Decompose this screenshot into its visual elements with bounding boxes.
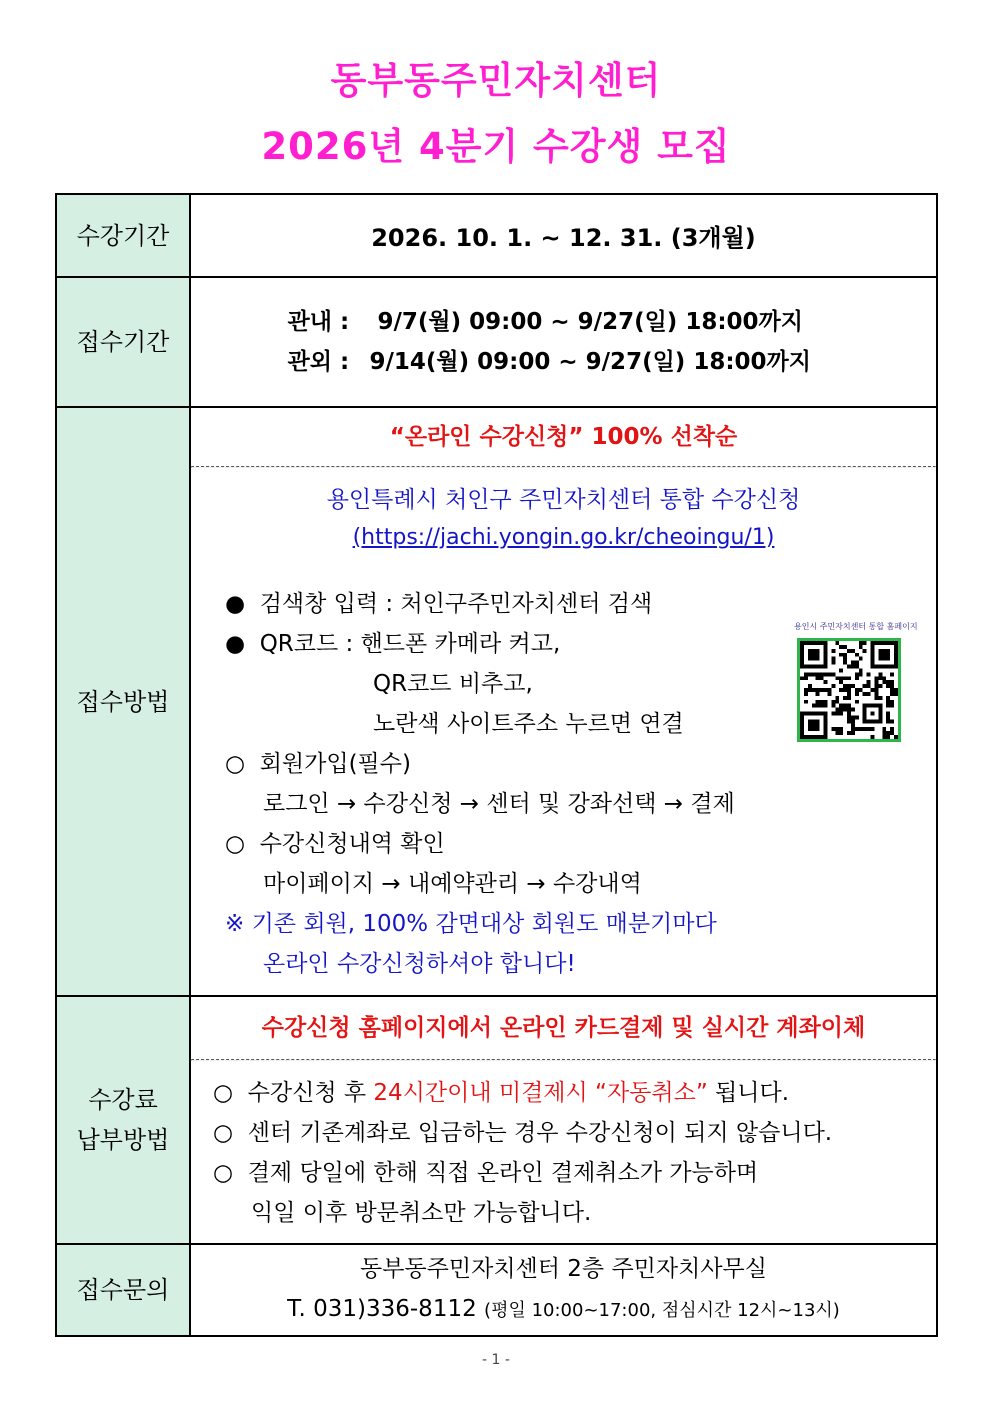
site-title: 용인특례시 처인구 주민자치센터 통합 수강신청 [326, 487, 801, 513]
registration-inside [191, 302, 936, 342]
document-title-line2: 2026년 4분기 수강생 모집 [261, 125, 731, 168]
qr-code-image [800, 641, 898, 739]
contact-content [190, 1244, 937, 1336]
row-period [56, 194, 937, 277]
circle-signup: ○ 회원가입(필수) [225, 751, 411, 777]
label-contact: 접수문의 [56, 1244, 190, 1336]
qr-code-frame[interactable] [797, 638, 901, 742]
label-method: 접수방법 [56, 407, 190, 996]
divider [191, 466, 936, 468]
payment-item1 [213, 1073, 936, 1113]
circle-history-steps: 마이페이지 → 내예약관리 → 수강내역 [263, 871, 642, 897]
payment-item1-post: 됩니다. [707, 1080, 790, 1106]
label-period: 수강기간 [56, 194, 190, 277]
bullet-search: ● 검색창 입력 : 처인구주민자치센터 검색 [225, 591, 653, 617]
contact-phone-line [191, 1289, 936, 1331]
method-headline: “온라인 수강신청” 100% 선착순 [389, 424, 738, 450]
registration-outside-value: 9/14(월) 09:00 ~ 9/27(일) 18:00까지 [369, 349, 811, 375]
circle-history: ○ 수강신청내역 확인 [225, 831, 445, 857]
site-url-link[interactable]: (https://jachi.yongin.go.kr/cheoingu/1) [352, 525, 775, 550]
circle-signup-steps: 로그인 → 수강신청 → 센터 및 강좌선택 → 결제 [263, 791, 735, 817]
note-line2: 온라인 수강신청하셔야 합니다! [263, 951, 576, 977]
payment-item1-pre: ○ 수강신청 후 [213, 1080, 374, 1106]
label-registration: 접수기간 [56, 277, 190, 407]
qr-caption: 용인시 주민자치센터 통합 홈페이지 [794, 622, 918, 631]
registration-outside [191, 342, 936, 382]
bullet-qr-cont2: 노란색 사이트주소 누르면 연결 [373, 711, 684, 737]
document-title-line1: 동부동주민자치센터 [330, 59, 662, 102]
registration-inside-value: 9/7(월) 09:00 ~ 9/27(일) 18:00까지 [369, 309, 803, 335]
payment-content [190, 996, 937, 1244]
label-payment-line1: 수강료 [88, 1086, 158, 1114]
divider [191, 1059, 936, 1061]
payment-item1-red: 24시간이내 미결제시 “자동취소” [373, 1080, 708, 1106]
method-content [190, 407, 937, 996]
label-payment-line2: 납부방법 [76, 1126, 170, 1154]
contact-place: 동부동주민자치센터 2층 주민자치사무실 [360, 1256, 767, 1282]
row-registration [56, 277, 937, 407]
bullet-qr-cont1: QR코드 비추고, [373, 671, 533, 697]
payment-items [191, 1073, 936, 1233]
bullet-qr: ● QR코드 : 핸드폰 카메라 켜고, [225, 631, 561, 657]
registration-inside-key: 관내 : [287, 309, 350, 335]
row-contact [56, 1244, 937, 1336]
label-payment [56, 996, 190, 1244]
contact-phone: T. 031)336-8112 [287, 1296, 477, 1322]
contact-hours: (평일 10:00~17:00, 점심시간 12시~13시) [484, 1300, 840, 1321]
payment-item2: ○ 센터 기존계좌로 입금하는 경우 수강신청이 되지 않습니다. [213, 1120, 833, 1146]
payment-item3: ○ 결제 당일에 한해 직접 온라인 결제취소가 가능하며 [213, 1160, 759, 1186]
payment-headline: 수강신청 홈페이지에서 온라인 카드결제 및 실시간 계좌이체 [261, 1015, 866, 1041]
registration-outside-key: 관외 : [287, 349, 350, 375]
note-line1: ※ 기존 회원, 100% 감면대상 회원도 매분기마다 [225, 911, 717, 937]
registration-values [190, 277, 937, 407]
info-table [55, 193, 938, 1337]
row-method [56, 407, 937, 996]
page-number: - 1 - [482, 1352, 510, 1368]
row-payment [56, 996, 937, 1244]
payment-item3-cont: 익일 이후 방문취소만 가능합니다. [251, 1200, 592, 1226]
period-value: 2026. 10. 1. ~ 12. 31. (3개월) [190, 194, 937, 277]
qr-code-block [794, 621, 918, 742]
